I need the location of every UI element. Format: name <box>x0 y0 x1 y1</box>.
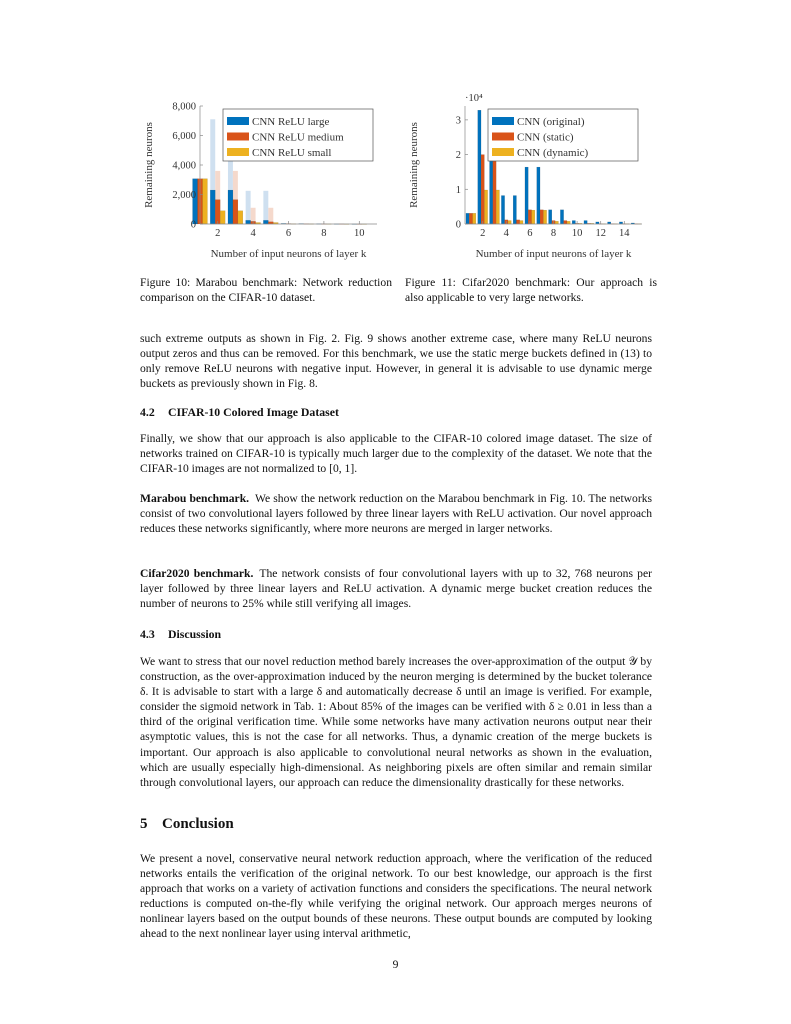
x-tick-label: 2 <box>480 228 486 239</box>
x-tick-label: 12 <box>595 228 606 239</box>
bar <box>478 110 481 224</box>
paragraph-3 <box>140 654 652 790</box>
section-5-title: Conclusion <box>162 816 234 832</box>
x-tick-label: 10 <box>571 228 583 239</box>
section-5-heading <box>140 816 234 833</box>
bar <box>202 179 207 224</box>
bar <box>525 167 528 224</box>
y-axis-label: Remaining neurons <box>408 122 420 208</box>
bar <box>215 200 220 224</box>
paragraph-2-text: Finally, we show that our approach is also applicable to the CIFAR-10 colored image dataset. The size of networks trained on CIFAR-10 is typically much larger due to the complexity of the dataset. We note that the CIFAR-10 images are not normalized to [0, 1]. <box>140 432 652 476</box>
legend-label: CNN ReLU small <box>252 147 332 159</box>
bar <box>513 196 516 224</box>
bar <box>549 210 552 224</box>
bar <box>473 213 476 224</box>
bar <box>532 210 535 224</box>
legend-label: CNN ReLU large <box>252 116 330 128</box>
bar <box>233 200 238 224</box>
paragraph-3-text: We want to stress that our novel reduction method barely increases the over-approximation of the output 𝒴 by construction, as the over-approximation induced by the neuron merging is determined by the bucket tolerance δ. It is advisable to start with a large δ and automatically decrease δ until an image is verified. For example, consider the sigmoid network in Tab. 1: About 85% of the images can be verified with δ ≥ 0.01 in less than a third of the original verification time. While some networks have many activation neurons output near their asymptotic values, this is not the case for all networks. Thus, a dynamic creation of the merge buckets is important. Our approach is also applicable to convolutional neural networks as shown in the evaluation, which are usually especially high-dimensional. As neighboring pixels are often similar and remain similar through convolutional layers, our approach can reduce the dimensionality drastically for these networks. <box>140 655 652 789</box>
bar <box>560 210 563 224</box>
bar <box>466 213 469 224</box>
ghost-bar <box>246 191 251 224</box>
bar <box>501 196 504 224</box>
bar <box>193 179 198 224</box>
legend-swatch <box>227 148 249 156</box>
bar <box>493 155 496 224</box>
x-axis-label: Number of input neurons of layer k <box>475 248 632 260</box>
y-tick-label: 0 <box>455 219 461 231</box>
section-4-3-title: Discussion <box>168 627 222 641</box>
paragraph-2 <box>140 431 652 476</box>
legend-swatch <box>227 117 249 125</box>
figure-10 <box>140 88 392 305</box>
page-number: 9 <box>392 958 399 971</box>
legend-swatch <box>492 133 514 141</box>
bar <box>484 190 487 224</box>
section-5-number: 5 <box>140 816 148 832</box>
legend-label: CNN ReLU medium <box>252 131 344 144</box>
x-tick-label: 4 <box>250 228 256 239</box>
ghost-bar <box>263 191 268 224</box>
bar <box>246 220 251 224</box>
figure-11 <box>405 88 657 305</box>
legend-swatch <box>227 133 249 141</box>
legend-swatch <box>492 148 514 156</box>
section-4-2-title: CIFAR-10 Colored Image Dataset <box>168 405 339 419</box>
marabou-paragraph <box>140 491 652 536</box>
x-tick-label: 8 <box>321 228 327 239</box>
bar <box>516 220 519 224</box>
y-tick-label: 6,000 <box>172 131 196 142</box>
bar <box>540 210 543 224</box>
section-4-3-number: 4.3 <box>140 627 155 641</box>
x-tick-label: 14 <box>619 228 630 239</box>
y-scale-label: ·10⁴ <box>465 93 483 104</box>
cifar2020-paragraph <box>140 566 652 611</box>
x-tick-label: 6 <box>527 228 533 239</box>
bar <box>508 221 511 224</box>
paragraph-1-text: such extreme outputs as shown in Fig. 2. Fig. 9 shows another extreme case, where many ReLU neurons output zeros and thus can be removed. For this benchmark, we use the static merge buckets defined in (13) to only remove ReLU neurons with negative input. However, in general it is advisable to use dynamic merge buckets as previously shown in Fig. 8. <box>140 332 652 391</box>
ghost-bar <box>268 208 273 224</box>
marabou-heading: Marabou benchmark. <box>140 492 250 505</box>
y-tick-label: 2,000 <box>172 190 196 201</box>
bar <box>469 213 472 224</box>
x-tick-label: 8 <box>550 228 557 239</box>
cifar2020-heading: Cifar2020 benchmark. <box>140 567 254 580</box>
paragraph-4-text: We present a novel, conservative neural network reduction approach, where the verification of the reduced networks entails the verification of the original network. To our best knowledge, our approach is the first approach that works on a variety of activation functions and considers the specifications. The neural network reductions is computed on-the-fly while verifying the original network. Our approach merges neurons of nonlinear layers based on the output bounds of these neurons. These output bounds are computed by looking ahead to the next nonlinear layer using interval arithmetic, <box>140 852 652 941</box>
y-tick-label: 0 <box>190 219 196 231</box>
section-4-3-heading <box>140 627 221 642</box>
y-axis-label: Remaining neurons <box>143 122 155 208</box>
bar <box>564 221 567 224</box>
bar <box>263 220 268 224</box>
x-tick-label: 6 <box>285 228 292 239</box>
figure-11-chart <box>405 88 657 266</box>
legend-swatch <box>492 117 514 125</box>
y-tick-label: 4,000 <box>172 160 196 172</box>
paragraph-4 <box>140 851 652 942</box>
legend-label: CNN (dynamic) <box>517 147 589 159</box>
bar <box>543 210 546 224</box>
bar <box>584 221 587 224</box>
x-tick-label: 4 <box>503 228 509 239</box>
bar <box>555 221 558 224</box>
figure-10-caption: Figure 10: Marabou benchmark: Network reduction comparison on the CIFAR-10 dataset. <box>140 276 392 304</box>
figure-10-chart <box>140 88 392 266</box>
y-tick-label: 1 <box>455 184 461 196</box>
paragraph-1 <box>140 331 652 391</box>
x-tick-label: 2 <box>215 228 221 239</box>
y-tick-label: 2 <box>455 150 461 162</box>
bar <box>572 221 575 224</box>
bar <box>567 221 570 224</box>
y-tick-label: 8,000 <box>172 101 196 113</box>
legend-label: CNN (original) <box>517 116 585 128</box>
bar <box>481 155 484 224</box>
cifar2020-text: The network consists of four convolutional layers with up to 32, 768 neurons per layer followed by three linear layers and ReLU activation. A dynamic merge bucket creation reduces the number of neurons to 25% while still verifying all images. <box>140 567 652 611</box>
bar <box>210 190 215 224</box>
bar <box>537 167 540 224</box>
x-axis-label: Number of input neurons of layer k <box>210 248 367 260</box>
bar <box>496 190 499 224</box>
x-tick-label: 10 <box>354 228 365 239</box>
bar <box>520 221 523 224</box>
y-tick-label: 3 <box>455 115 461 127</box>
bar <box>228 190 233 224</box>
bar <box>238 211 243 224</box>
section-4-2-heading <box>140 405 339 420</box>
marabou-text: We show the network reduction on the Marabou benchmark in Fig. 10. The networks consist of two convolutional layers followed by three linear layers with ReLU activation. Our novel approach reduces these networks significantly, where more neurons are merged in larger networks. <box>140 492 653 536</box>
legend-label: CNN (static) <box>517 131 574 144</box>
bar <box>220 211 225 224</box>
section-4-2-number: 4.2 <box>140 405 155 419</box>
figure-11-caption: Figure 11: Cifar2020 benchmark: Our approach is also applicable to very large networks. <box>405 276 657 304</box>
